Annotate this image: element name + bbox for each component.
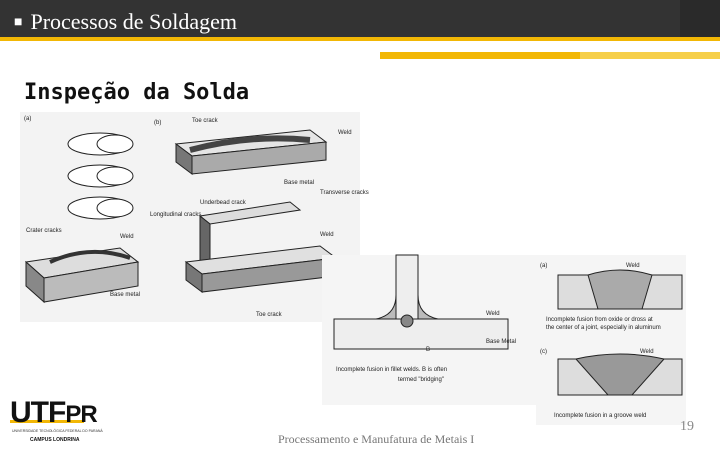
header-corner bbox=[680, 0, 720, 40]
label-a-fusion: (a) bbox=[540, 263, 548, 269]
caption-fillet-1: Incomplete fusion in fillet welds. B is often bbox=[336, 367, 448, 373]
label-weld-top: Weld bbox=[338, 130, 352, 136]
section-title-text: Processos de Soldagem bbox=[30, 9, 237, 34]
logo-pr: PR bbox=[65, 401, 97, 428]
page-number: 19 bbox=[680, 419, 694, 434]
incomplete-fusion-figure bbox=[536, 255, 686, 425]
label-toe-crack-top: Toe crack bbox=[192, 118, 218, 124]
logo-campus: CAMPUS LONDRINA bbox=[30, 437, 80, 443]
header-bar bbox=[0, 0, 720, 40]
label-weld-fillet: Weld bbox=[486, 311, 500, 317]
label-a: (a) bbox=[24, 116, 32, 122]
caption-fillet-2: termed "bridging" bbox=[398, 377, 444, 383]
label-transverse-cracks: Transverse cracks bbox=[320, 190, 369, 196]
label-longitudinal-cracks: Longitudinal cracks bbox=[150, 212, 202, 218]
label-base-metal-top: Base metal bbox=[284, 180, 315, 186]
label-crater-cracks: Crater cracks bbox=[26, 228, 62, 234]
label-weld-b2: Weld bbox=[320, 232, 334, 238]
slide-section-title bbox=[14, 9, 237, 35]
accent-bar-light bbox=[580, 52, 720, 59]
footer-course-title: Processamento e Manufatura de Metais I bbox=[278, 432, 475, 446]
header-accent-line bbox=[0, 37, 720, 41]
caption-fusion-a-2: the center of a joint, especially in aluminum bbox=[546, 325, 661, 331]
label-base-metal-a: Base metal bbox=[110, 292, 141, 298]
fillet-weld-figure bbox=[322, 255, 544, 405]
square-bullet-icon: ■ bbox=[14, 15, 23, 30]
label-weld-a: Weld bbox=[120, 234, 134, 240]
label-weld-fusion-c: Weld bbox=[640, 349, 654, 355]
logo-utf: UTF bbox=[10, 396, 66, 429]
label-weld-fusion-a: Weld bbox=[626, 263, 640, 269]
joint-a-illustration bbox=[558, 270, 682, 309]
label-b: (b) bbox=[154, 120, 162, 126]
bead-ripples-illustration bbox=[68, 133, 133, 219]
label-c-fusion: (c) bbox=[540, 349, 547, 355]
label-b: B bbox=[426, 347, 431, 353]
utfpr-logo bbox=[10, 398, 110, 444]
joint-c-illustration bbox=[558, 354, 682, 395]
logo-wordmark bbox=[10, 398, 97, 430]
logo-university-name: UNIVERSIDADE TECNOLÓGICA FEDERAL DO PARANÁ bbox=[12, 429, 103, 433]
label-toe-crack-bottom: Toe crack bbox=[256, 312, 282, 318]
label-base-metal-fillet: Base Metal bbox=[486, 339, 517, 345]
slide-heading: Inspeção da Solda bbox=[24, 80, 250, 105]
weld-cracks-figure bbox=[20, 112, 369, 322]
accent-bar bbox=[380, 52, 580, 59]
label-underbead-crack: Underbead crack bbox=[200, 200, 246, 206]
caption-fusion-c: Incomplete fusion in a groove weld bbox=[554, 413, 647, 419]
caption-fusion-a-1: Incomplete fusion from oxide or dross at bbox=[546, 317, 653, 323]
